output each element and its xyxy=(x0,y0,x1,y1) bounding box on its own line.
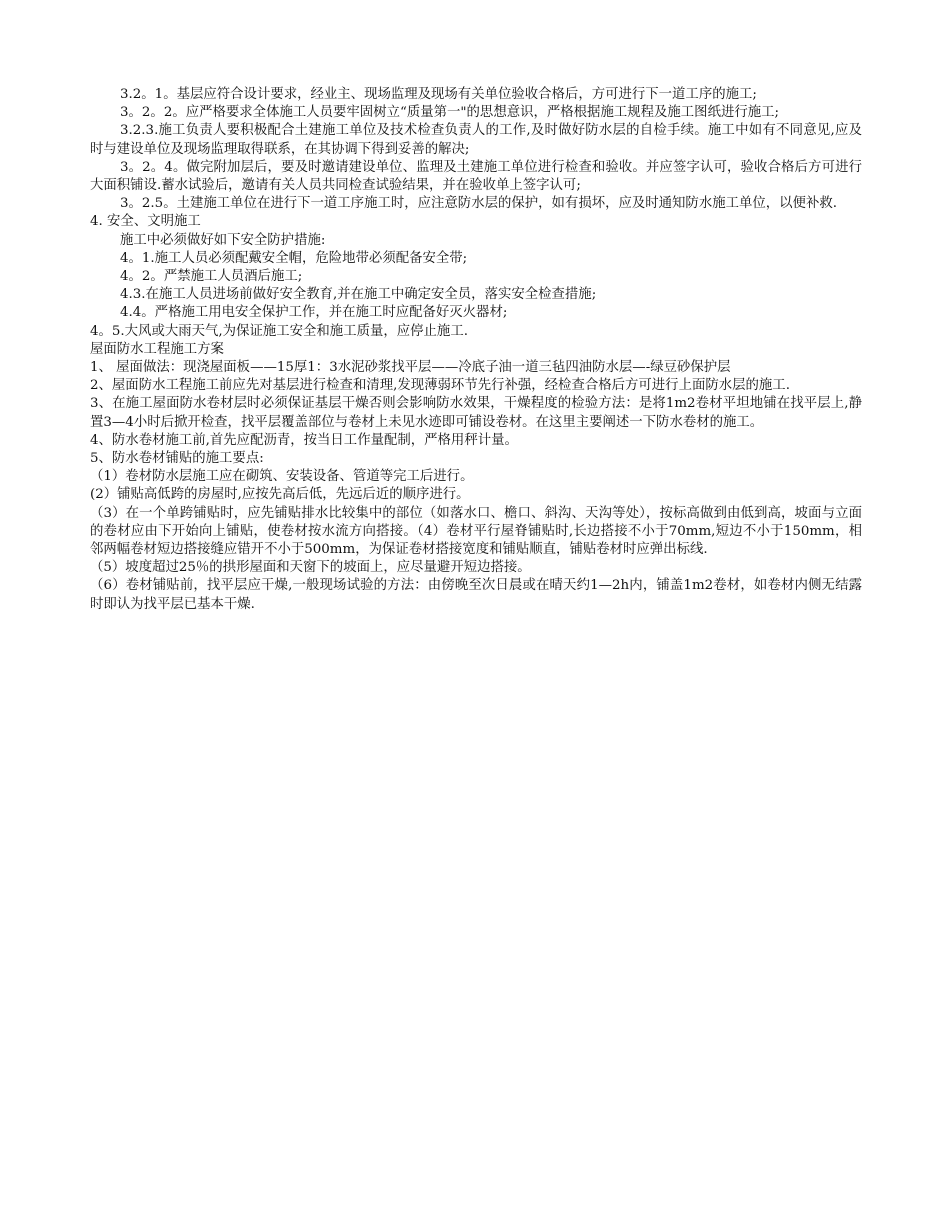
roof-item-4: 4、防水卷材施工前,首先应配沥青，按当日工作量配制，严格用秤计量。 xyxy=(90,432,518,448)
roof-item-2: 2、屋面防水工程施工前应先对基层进行检查和清理,发现薄弱环节先行补强，经检查合格后方可进行上面防水层的施工. xyxy=(90,378,790,394)
paragraph-3-2-2: 3。2。2。应严格要求全体施工人员要牢固树立“质量第一"的思想意识，严格根据施工规程及施工图纸进行施工; xyxy=(120,105,780,121)
roof-sub-2: (2）铺贴高低跨的房屋时,应按先高后低，先远后近的顺序进行。 xyxy=(90,487,470,503)
paragraph-4-5: 4。5.大风或大雨天气,为保证施工安全和施工质量，应停止施工. xyxy=(90,323,468,339)
roof-sub-6: （6）卷材铺贴前，找平层应干燥,一般现场试验的方法：由傍晚至次日晨或在晴天约1—2h内，铺盖1m2卷材，如卷材内侧无结露时即认为找平层已基本干燥. xyxy=(90,578,862,612)
section-heading-roof: 屋面防水工程施工方案 xyxy=(90,341,224,357)
roof-sub-3-4: （3）在一个单跨铺贴时，应先铺贴排水比较集中的部位（如落水口、檐口、斜沟、天沟等处），按标高做到由低到高，坡面与立面的卷材应由下开始向上铺贴，使卷材按水流方向搭接。（4）卷材平行屋脊铺贴时,长边搭接不小于70mm,短边不小于150mm，相邻两幅卷材短边搭接缝应错开不小于500mm，为保证卷材搭接宽度和铺贴顺直，铺贴卷材时应弹出标线. xyxy=(90,505,862,558)
roof-sub-5: （5）坡度超过25％的拱形屋面和天窗下的坡面上，应尽量避开短边搭接。 xyxy=(90,560,531,576)
section-heading-4: 4. 安全、文明施工 xyxy=(90,214,201,230)
paragraph-4-1: 4。1.施工人员必须配戴安全帽，危险地带必须配备安全带; xyxy=(120,250,468,266)
paragraph-4-3: 4.3.在施工人员进场前做好安全教育,并在施工中确定安全员，落实安全检查措施; xyxy=(120,287,597,303)
roof-sub-1: （1）卷材防水层施工应在砌筑、安装设备、管道等完工后进行。 xyxy=(90,469,474,485)
roof-item-3: 3、在施工屋面防水卷材层时必须保证基层干燥否则会影响防水效果，干燥程度的检验方法：是将1m2卷材平坦地铺在找平层上,静置3—4小时后掀开检查，找平层覆盖部位与卷材上未见水迹即可铺设卷材。在这里主要阐述一下防水卷材的施工。 xyxy=(90,396,862,430)
paragraph-3-2-4: 3。2。4。做完附加层后，要及时邀请建设单位、监理及土建施工单位进行检查和验收。并应签字认可，验收合格后方可进行大面积铺设.蓄水试验后，邀请有关人员共同检查试验结果，并在验收单上签字认可; xyxy=(90,159,862,194)
document-body xyxy=(90,86,862,614)
paragraph-4-2: 4。2。严禁施工人员酒后施工; xyxy=(120,269,303,285)
paragraph-3-2-3: 3.2.3.施工负责人要积极配合土建施工单位及技术检查负责人的工作,及时做好防水层的自检手续。施工中如有不同意见,应及时与建设单位及现场监理取得联系，在其协调下得到妥善的解决; xyxy=(90,123,862,157)
roof-item-1: 1、 屋面做法：现浇屋面板——15厚1：3水泥砂浆找平层——冷底子油一道三毡四油防水层—-绿豆砂保护层 xyxy=(90,360,731,376)
paragraph-4-4: 4.4。严格施工用电安全保护工作，并在施工时应配备好灭火器材; xyxy=(120,305,508,321)
paragraph-safety-intro: 施工中必须做好如下安全防护措施: xyxy=(120,232,326,248)
paragraph-3-2-1: 3.2。1。基层应符合设计要求，经业主、现场监理及现场有关单位验收合格后，方可进行下一道工序的施工; xyxy=(120,87,757,102)
roof-item-5: 5、防水卷材铺贴的施工要点: xyxy=(90,451,264,467)
paragraph-3-2-5: 3。2.5。土建施工单位在进行下一道工序施工时，应注意防水层的保护，如有损坏，应及时通知防水施工单位，以便补救. xyxy=(120,196,837,212)
